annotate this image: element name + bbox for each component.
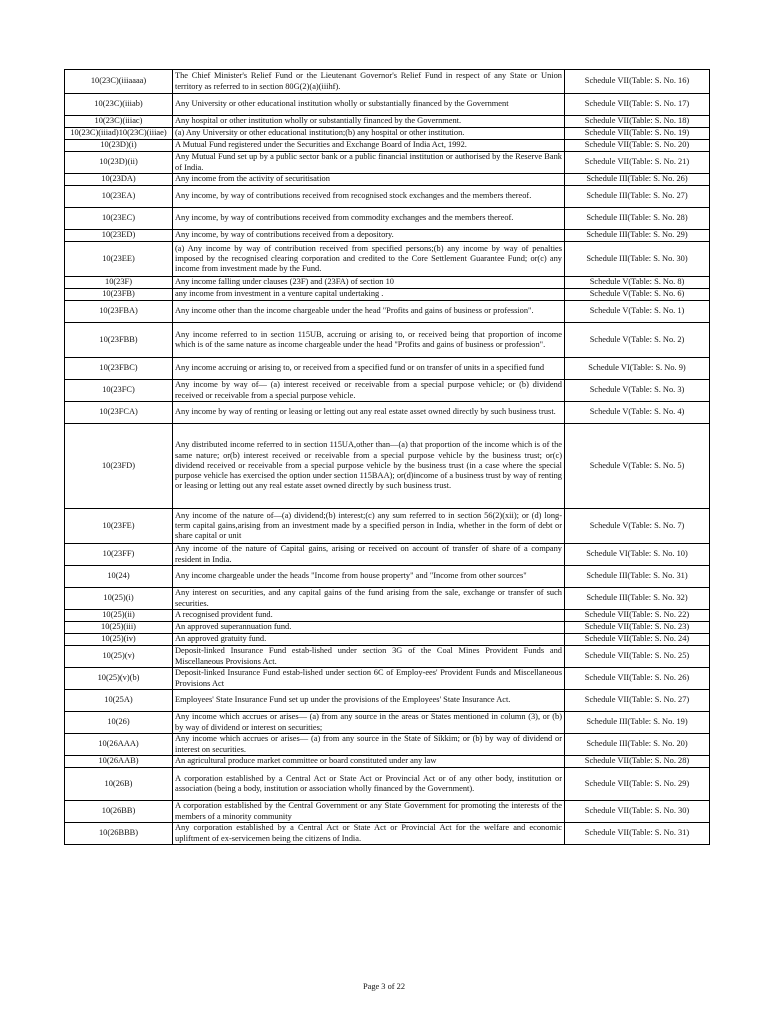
schedule-cell: Schedule VII(Table: S. No. 18) [565, 116, 710, 128]
table-row [65, 402, 710, 424]
description-cell: Any income of the nature of—(a) dividend;(b) interest;(c) any sum referred to in section 56(2)(xii); or (d) long-term capital gains,arising from an investment made by a specified person in India, whether in the form of debt or share capital or unit [173, 509, 565, 544]
table-row [65, 358, 710, 380]
table-row [65, 424, 710, 509]
schedule-cell: Schedule III(Table: S. No. 31) [565, 566, 710, 588]
schedule-cell: Schedule V(Table: S. No. 2) [565, 323, 710, 358]
description-cell: Any interest on securities, and any capital gains of the fund arising from the sale, exchange or transfer of such securities. [173, 588, 565, 610]
table-row [65, 610, 710, 622]
description-cell: any income from investment in a venture capital undertaking . [173, 289, 565, 301]
table-row [65, 152, 710, 174]
table-row [65, 768, 710, 801]
section-cell: 10(25)(iv) [65, 634, 173, 646]
description-cell: Any income chargeable under the heads "Income from house property" and "Income from other sources" [173, 566, 565, 588]
schedule-cell: Schedule III(Table: S. No. 27) [565, 186, 710, 208]
description-cell: Any income, by way of contributions received from recognised stock exchanges and the members thereof. [173, 186, 565, 208]
section-cell: 10(23D)(ii) [65, 152, 173, 174]
section-cell: 10(23D)(i) [65, 140, 173, 152]
section-cell: 10(23FD) [65, 424, 173, 509]
page-number: Page 3 of 22 [362, 982, 406, 991]
schedule-cell: Schedule VII(Table: S. No. 21) [565, 152, 710, 174]
schedule-cell: Schedule VII(Table: S. No. 26) [565, 668, 710, 690]
schedule-cell: Schedule III(Table: S. No. 32) [565, 588, 710, 610]
description-cell: Any income which accrues or arises— (a) from any source in the State of Sikkim; or (b) by way of dividend or interest on securities. [173, 734, 565, 756]
table-row [65, 289, 710, 301]
section-cell: 10(25)(v) [65, 646, 173, 668]
table-row [65, 174, 710, 186]
description-cell: A recognised provident fund. [173, 610, 565, 622]
description-cell: A Mutual Fund registered under the Securities and Exchange Board of India Act, 1992. [173, 140, 565, 152]
schedule-cell: Schedule VII(Table: S. No. 30) [565, 801, 710, 823]
section-cell: 10(23ED) [65, 230, 173, 242]
section-cell: 10(23FBC) [65, 358, 173, 380]
section-cell: 10(23C)(iiiab) [65, 94, 173, 116]
table-row [65, 140, 710, 152]
description-cell: Any corporation established by a Central Act or State Act or Provincial Act for the welfare and economic upliftment of ex-servicemen being the citizens of India. [173, 823, 565, 845]
table-row [65, 566, 710, 588]
table-row [65, 208, 710, 230]
schedule-cell: Schedule III(Table: S. No. 26) [565, 174, 710, 186]
schedule-cell: Schedule VII(Table: S. No. 23) [565, 622, 710, 634]
section-cell: 10(23FB) [65, 289, 173, 301]
schedule-cell: Schedule III(Table: S. No. 28) [565, 208, 710, 230]
description-cell: Any income accruing or arising to, or received from a specified fund or on transfer of units in a specified fund [173, 358, 565, 380]
table-row [65, 690, 710, 712]
description-cell: Any income, by way of contributions received from a depository. [173, 230, 565, 242]
schedule-cell: Schedule VII(Table: S. No. 16) [565, 70, 710, 94]
section-cell: 10(26B) [65, 768, 173, 801]
section-cell: 10(23C)(iiiaaaa) [65, 70, 173, 94]
exemption-table-body [65, 70, 710, 845]
table-row [65, 323, 710, 358]
description-cell: Any income by way of— (a) interest received or receivable from a special purpose vehicle; or (b) dividend received or receivable from a special purpose vehicle. [173, 380, 565, 402]
schedule-cell: Schedule VII(Table: S. No. 25) [565, 646, 710, 668]
schedule-cell: Schedule V(Table: S. No. 7) [565, 509, 710, 544]
section-cell: 10(25)(v)(b) [65, 668, 173, 690]
table-row [65, 230, 710, 242]
section-cell: 10(26AAA) [65, 734, 173, 756]
schedule-cell: Schedule III(Table: S. No. 20) [565, 734, 710, 756]
description-cell: Any hospital or other institution wholly or substantially financed by the Government. [173, 116, 565, 128]
table-row [65, 380, 710, 402]
description-cell: Any University or other educational institution wholly or substantially financed by the Government [173, 94, 565, 116]
section-cell: 10(25)(i) [65, 588, 173, 610]
section-cell: 10(23F) [65, 277, 173, 289]
section-cell: 10(23EC) [65, 208, 173, 230]
schedule-cell: Schedule VII(Table: S. No. 27) [565, 690, 710, 712]
table-row [65, 588, 710, 610]
section-cell: 10(23FBB) [65, 323, 173, 358]
description-cell: Deposit-linked Insurance Fund estab-lished under section 3G of the Coal Mines Provident Funds and Miscellaneous Provisions Act. [173, 646, 565, 668]
description-cell: A corporation established by the Central Government or any State Government for promoting the interests of the members of a minority community [173, 801, 565, 823]
table-row [65, 301, 710, 323]
table-row [65, 712, 710, 734]
section-cell: 10(23C)(iiiad)10(23C)(iiiae) [65, 128, 173, 140]
schedule-cell: Schedule V(Table: S. No. 3) [565, 380, 710, 402]
description-cell: Any distributed income referred to in section 115UA,other than––(a) that proportion of the income which is of the same nature; or(b) interest received or receivable from a special purpose vehicle by the business trust; or(c) dividend received or receivable from a special purpose vehicle by the business trust (in a case where the special purpose vehicle has exercised the option under section 115BAA); or(d)income of a business trust by way of renting or leasing or letting out any real estate asset owned directly by such business trust. [173, 424, 565, 509]
section-cell: 10(23C)(iiiac) [65, 116, 173, 128]
schedule-cell: Schedule V(Table: S. No. 1) [565, 301, 710, 323]
table-row [65, 128, 710, 140]
schedule-cell: Schedule VII(Table: S. No. 31) [565, 823, 710, 845]
description-cell: Any income by way of renting or leasing or letting out any real estate asset owned directly by such business trust. [173, 402, 565, 424]
schedule-cell: Schedule VI(Table: S. No. 10) [565, 544, 710, 566]
exemption-table [64, 69, 710, 845]
schedule-cell: Schedule V(Table: S. No. 8) [565, 277, 710, 289]
table-row [65, 823, 710, 845]
section-cell: 10(23EE) [65, 242, 173, 277]
table-row [65, 277, 710, 289]
description-cell: Any income, by way of contributions received from commodity exchanges and the members thereof. [173, 208, 565, 230]
section-cell: 10(23DA) [65, 174, 173, 186]
description-cell: The Chief Minister's Relief Fund or the Lieutenant Governor's Relief Fund in respect of any State or Union territory as referred to in section 80G(2)(a)(iiihf). [173, 70, 565, 94]
description-cell: An agricultural produce market committee or board constituted under any law [173, 756, 565, 768]
description-cell: Any income falling under clauses (23F) and (23FA) of section 10 [173, 277, 565, 289]
schedule-cell: Schedule VII(Table: S. No. 19) [565, 128, 710, 140]
section-cell: 10(26BBB) [65, 823, 173, 845]
schedule-cell: Schedule VII(Table: S. No. 24) [565, 634, 710, 646]
description-cell: Any income which accrues or arises— (a) from any source in the areas or States mentioned in column (3), or (b) by way of dividend or interest on securities; [173, 712, 565, 734]
table-row [65, 70, 710, 94]
table-row [65, 622, 710, 634]
table-row [65, 801, 710, 823]
table-row [65, 646, 710, 668]
schedule-cell: Schedule VII(Table: S. No. 29) [565, 768, 710, 801]
description-cell: Any income of the nature of Capital gains, arising or received on account of transfer of share of a company resident in India. [173, 544, 565, 566]
description-cell: Deposit-linked Insurance Fund estab-lished under section 6C of Employ-ees' Provident Funds and Miscellaneous Provisions Act [173, 668, 565, 690]
table-row [65, 242, 710, 277]
section-cell: 10(26BB) [65, 801, 173, 823]
schedule-cell: Schedule V(Table: S. No. 4) [565, 402, 710, 424]
table-row [65, 734, 710, 756]
description-cell: An approved gratuity fund. [173, 634, 565, 646]
section-cell: 10(26) [65, 712, 173, 734]
schedule-cell: Schedule VII(Table: S. No. 22) [565, 610, 710, 622]
table-row [65, 756, 710, 768]
description-cell: Any income from the activity of securitisation [173, 174, 565, 186]
schedule-cell: Schedule VII(Table: S. No. 28) [565, 756, 710, 768]
table-row [65, 94, 710, 116]
section-cell: 10(23FC) [65, 380, 173, 402]
description-cell: Employees' State Insurance Fund set up under the provisions of the Employees' State Insurance Act. [173, 690, 565, 712]
schedule-cell: Schedule VI(Table: S. No. 9) [565, 358, 710, 380]
section-cell: 10(25)(ii) [65, 610, 173, 622]
description-cell: Any Mutual Fund set up by a public sector bank or a public financial institution or authorised by the Reserve Bank of India. [173, 152, 565, 174]
section-cell: 10(23FBA) [65, 301, 173, 323]
section-cell: 10(23FCA) [65, 402, 173, 424]
table-row [65, 186, 710, 208]
table-row [65, 544, 710, 566]
schedule-cell: Schedule III(Table: S. No. 30) [565, 242, 710, 277]
table-row [65, 509, 710, 544]
description-cell: An approved superannuation fund. [173, 622, 565, 634]
section-cell: 10(23EA) [65, 186, 173, 208]
schedule-cell: Schedule III(Table: S. No. 29) [565, 230, 710, 242]
section-cell: 10(25A) [65, 690, 173, 712]
section-cell: 10(23FE) [65, 509, 173, 544]
description-cell: A corporation established by a Central Act or State Act or Provincial Act or of any other body, institution or association (being a body, institution or association wholly financed by the Government). [173, 768, 565, 801]
section-cell: 10(24) [65, 566, 173, 588]
table-row [65, 668, 710, 690]
description-cell: (a) Any University or other educational institution;(b) any hospital or other institution. [173, 128, 565, 140]
section-cell: 10(25)(iii) [65, 622, 173, 634]
schedule-cell: Schedule VII(Table: S. No. 17) [565, 94, 710, 116]
section-cell: 10(23FF) [65, 544, 173, 566]
schedule-cell: Schedule V(Table: S. No. 5) [565, 424, 710, 509]
description-cell: Any income referred to in section 115UB, accruing or arising to, or received being that proportion of income which is of the same nature as income chargeable under the head "Profits and gains of business or profession". [173, 323, 565, 358]
section-cell: 10(26AAB) [65, 756, 173, 768]
description-cell: (a) Any income by way of contribution received from specified persons;(b) any income by way of penalties imposed by the recognised clearing corporation and credited to the Core Settlement Guarantee Fund; or(c) any income from investment made by the Fund. [173, 242, 565, 277]
table-row [65, 116, 710, 128]
description-cell: Any income other than the income chargeable under the head "Profits and gains of business or profession". [173, 301, 565, 323]
table-row [65, 634, 710, 646]
schedule-cell: Schedule VII(Table: S. No. 20) [565, 140, 710, 152]
schedule-cell: Schedule III(Table: S. No. 19) [565, 712, 710, 734]
schedule-cell: Schedule V(Table: S. No. 6) [565, 289, 710, 301]
